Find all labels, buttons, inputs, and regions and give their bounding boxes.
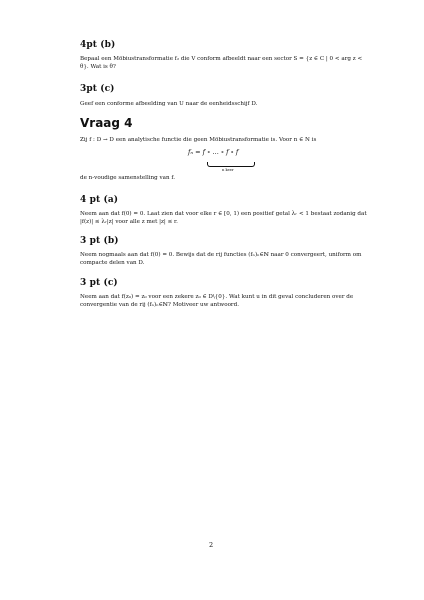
section-c-heading: 3pt (c) — [80, 84, 115, 94]
underbrace-label: n keer — [222, 168, 234, 172]
page-number: 2 — [209, 541, 214, 549]
vraag4-c-text: Neem aan dat f(z₀) = z₀ voor een zekere z₀ ∈ D\{0}. Wat kunt u in dit geval concluderen over de convergentie van de rij (fₙ)ₙ∈ℕ? Motiveer uw antwoord. — [80, 294, 354, 309]
vraag4-title: Vraag 4 — [80, 116, 133, 130]
underbrace — [207, 162, 255, 167]
vraag4-b-text: Neem nogmaals aan dat f(0) = 0. Bewijs dat de rij functies (fₙ)ₙ∈ℕ naar 0 convergeert, uniform om compacte delen van D. — [80, 252, 362, 267]
section-c-text: Geef een conforme afbeelding van U naar de eenheidsschijf D. — [80, 101, 258, 107]
vraag4-c-heading: 3 pt (c) — [80, 278, 118, 288]
section-b-text: Bepaal een Möbiustransformatie f₂ die V conform afbeeldt naar een sector S = {z ∈ C | 0 < arg z < θ}. Wat is θ? — [80, 56, 363, 71]
section-b-heading: 4pt (b) — [80, 40, 116, 50]
vraag4-intro: Zij f : D → D een analytische functie die geen Möbiustransformatie is. Voor n ∈ N is — [80, 137, 317, 143]
vraag4-b-heading: 3 pt (b) — [80, 236, 119, 246]
vraag4-a-heading: 4 pt (a) — [80, 195, 119, 205]
vraag4-after-formula: de n-voudige samenstelling van f. — [80, 175, 176, 181]
vraag4-a-text: Neem aan dat f(0) = 0. Laat zien dat voor elke r ∈ [0, 1) een positief getal λᵣ < 1 bestaat zodanig dat |f(z)| ≤ λᵣ|z| voor alle z met |z| ≤ r. — [80, 211, 367, 226]
composition-formula: fₙ = f ∘ … ∘ f ∘ f — [188, 148, 239, 156]
